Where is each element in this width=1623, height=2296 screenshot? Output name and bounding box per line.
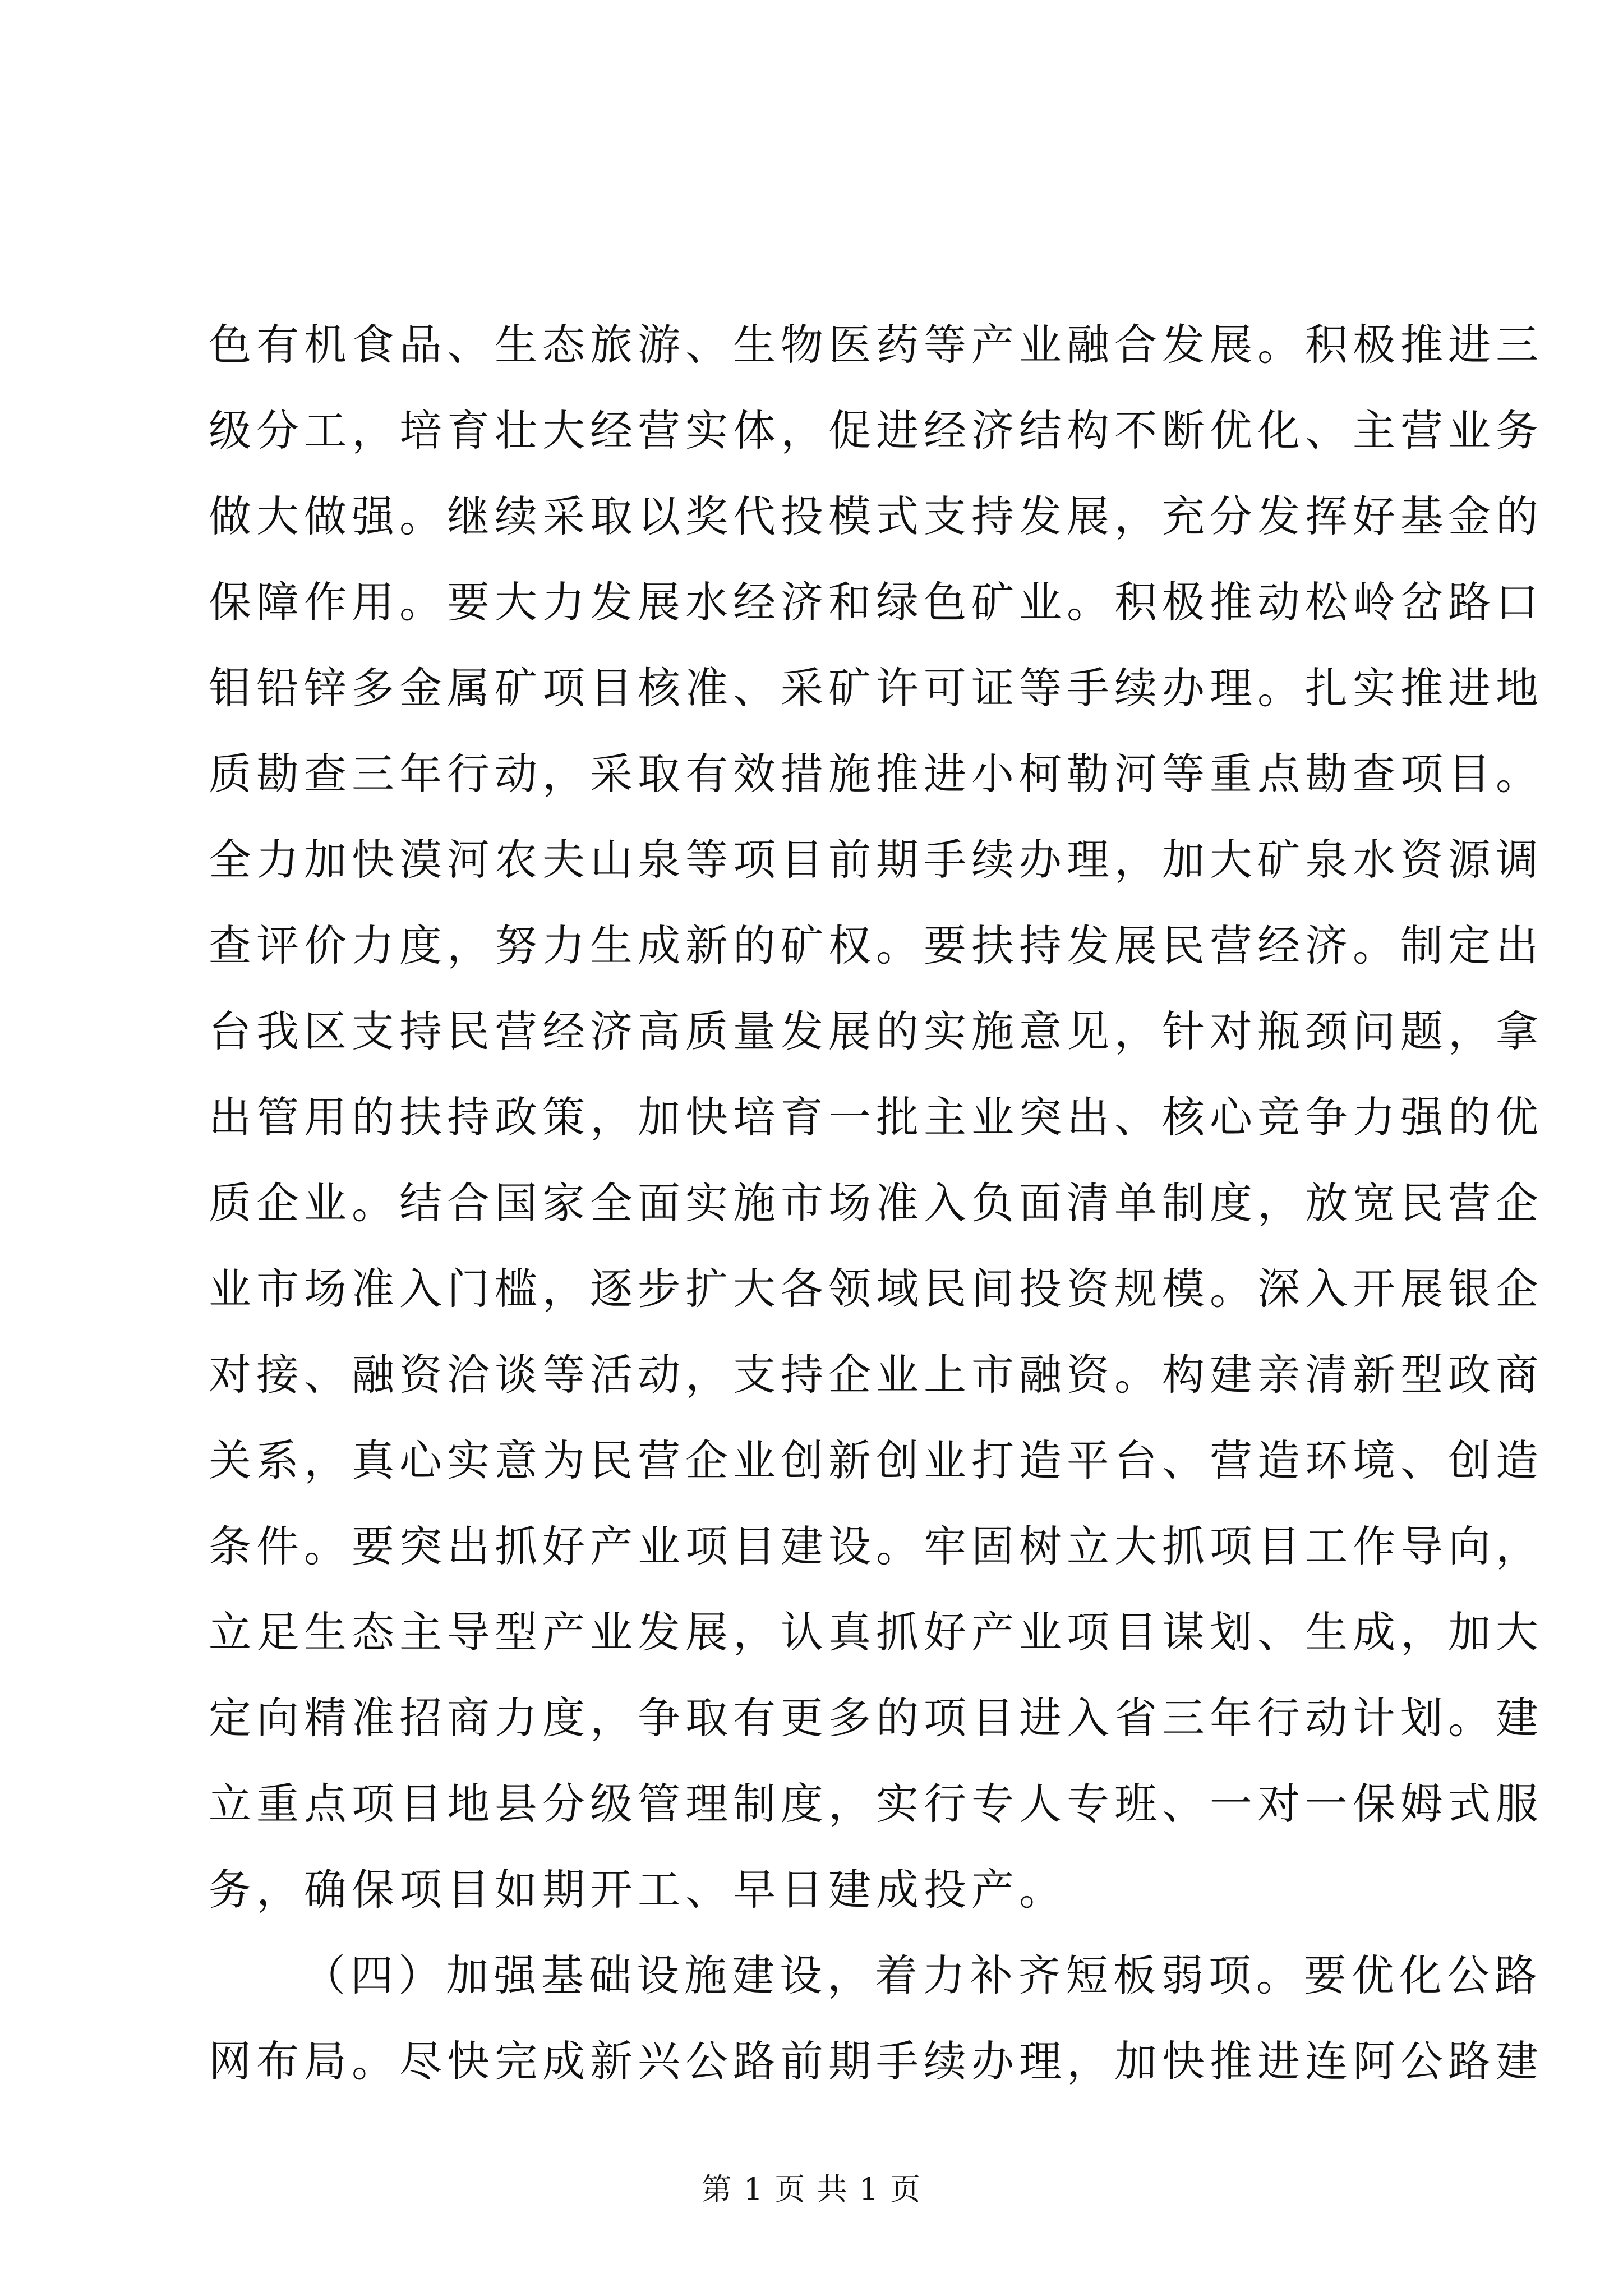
- paragraph-line: 色有机食品、生态旅游、生物医药等产业融合发展。积极推进三: [209, 320, 1543, 370]
- paragraph-line: 全力加快漠河农夫山泉等项目前期手续办理，加大矿泉水资源调: [209, 835, 1543, 885]
- paragraph-line: 钼铅锌多金属矿项目核准、采矿许可证等手续办理。扎实推进地: [209, 663, 1543, 713]
- paragraph-line: 条件。要突出抓好产业项目建设。牢固树立大抓项目工作导向，: [209, 1521, 1543, 1571]
- paragraph-line: 立足生态主导型产业发展，认真抓好产业项目谋划、生成，加大: [209, 1607, 1543, 1657]
- paragraph-line: 关系，真心实意为民营企业创新创业打造平台、营造环境、创造: [209, 1435, 1543, 1485]
- paragraph-line: （四）加强基础设施建设，着力补齐短板弱项。要优化公路: [303, 1950, 1542, 2000]
- paragraph-line: 务，确保项目如期开工、早日建成投产。: [209, 1865, 1067, 1915]
- paragraph-line: 立重点项目地县分级管理制度，实行专人专班、一对一保姆式服: [209, 1779, 1543, 1829]
- paragraph-line: 定向精准招商力度，争取有更多的项目进入省三年行动计划。建: [209, 1693, 1543, 1743]
- paragraph-line: 业市场准入门槛，逐步扩大各领域民间投资规模。深入开展银企: [209, 1264, 1543, 1314]
- paragraph-line: 查评价力度，努力生成新的矿权。要扶持发展民营经济。制定出: [209, 921, 1543, 970]
- paragraph-line: 对接、融资洽谈等活动，支持企业上市融资。构建亲清新型政商: [209, 1350, 1543, 1400]
- paragraph-line: 网布局。尽快完成新兴公路前期手续办理，加快推进连阿公路建: [209, 2036, 1543, 2086]
- paragraph-line: 保障作用。要大力发展水经济和绿色矿业。积极推动松岭岔路口: [209, 577, 1543, 627]
- paragraph-line: 质企业。结合国家全面实施市场准入负面清单制度，放宽民营企: [209, 1178, 1543, 1228]
- paragraph-line: 做大做强。继续采取以奖代投模式支持发展，充分发挥好基金的: [209, 491, 1543, 541]
- paragraph-line: 出管用的扶持政策，加快培育一批主业突出、核心竞争力强的优: [209, 1092, 1543, 1142]
- page-number-footer: 第 1 页 共 1 页: [701, 2171, 922, 2207]
- paragraph-line: 台我区支持民营经济高质量发展的实施意见，针对瓶颈问题，拿: [209, 1006, 1543, 1056]
- paragraph-line: 质勘查三年行动，采取有效措施推进小柯勒河等重点勘查项目。: [209, 749, 1543, 799]
- paragraph-line: 级分工，培育壮大经营实体，促进经济结构不断优化、主营业务: [209, 406, 1543, 455]
